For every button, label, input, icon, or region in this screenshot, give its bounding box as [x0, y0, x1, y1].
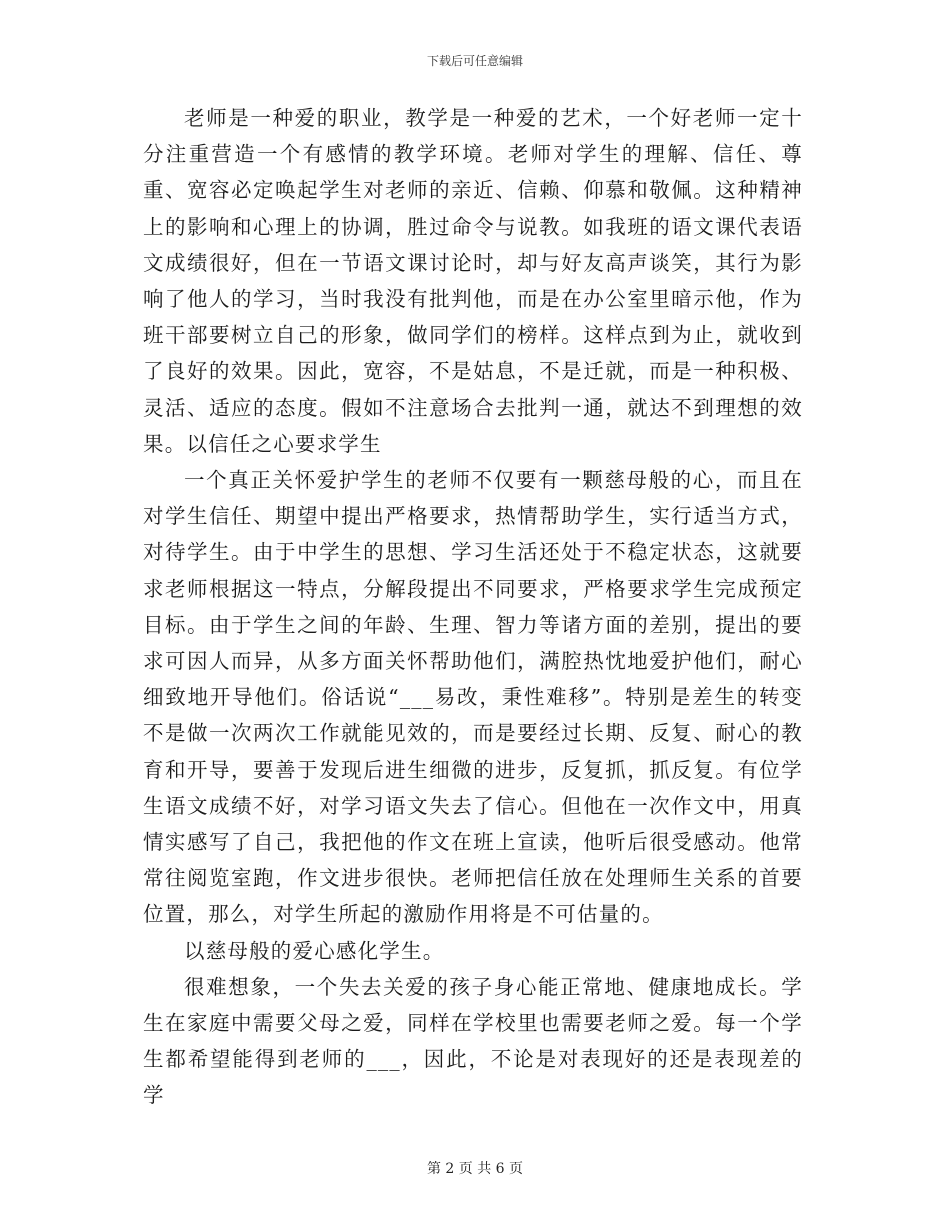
document-body [143, 100, 803, 1114]
page-footer-number: 第 2 页 共 6 页 [426, 1161, 524, 1177]
paragraph-3: 以慈母般的爱心感化学生。 [184, 938, 445, 963]
paragraph-2: 一个真正关怀爱护学生的老师不仅要有一颗慈母般的心，而且在对学生信任、期望中提出严格要求，热情帮助学生，实行适当方式，对待学生。由于中学生的思想、学习生活还处于不稳定状态，这就要求老师根据这一特点，分解段提出不同要求，严格要求学生完成预定目标。由于学生之间的年龄、生理、智力等诸方面的差别，提出的要求可因人而异，从多方面关怀帮助他们，满腔热忱地爱护他们，耐心细致地开导他们。俗话说“___易改，秉性难移”。特别是差生的转变不是做一次两次工作就能见效的，而是要经过长期、反复、耐心的教育和开导，要善于发现后进生细微的进步，反复抓，抓反复。有位学生语文成绩不好，对学习语文失去了信心。但他在一次作文中，用真情实感写了自己，我把他的作文在班上宣读，他听后很受感动。他常常往阅览室跑，作文进步很快。老师把信任放在处理师生关系的首要位置，那么，对学生所起的激励作用将是不可估量的。 [143, 468, 803, 927]
page-header-note: 下载后可任意编辑 [426, 54, 523, 68]
paragraph-1: 老师是一种爱的职业，教学是一种爱的艺术，一个好老师一定十分注重营造一个有感情的教学环境。老师对学生的理解、信任、尊重、宽容必定唤起学生对老师的亲近、信赖、仰慕和敬佩。这种精神上的影响和心理上的协调，胜过命令与说教。如我班的语文课代表语文成绩很好，但在一节语文课讨论时，却与好友高声谈笑，其行为影响了他人的学习，当时我没有批判他，而是在办公室里暗示他，作为班干部要树立自己的形象，做同学们的榜样。这样点到为止，就收到了良好的效果。因此，宽容，不是姑息，不是迁就，而是一种积极、灵活、适应的态度。假如不注意场合去批判一通，就达不到理想的效果。以信任之心要求学生 [143, 106, 803, 456]
paragraph-4: 很难想象，一个失去关爱的孩子身心能正常地、健康地成长。学生在家庭中需要父母之爱，同样在学校里也需要老师之爱。每一个学生都希望能得到老师的___，因此，不论是对表现好的还是表现差的学 [143, 974, 803, 1108]
